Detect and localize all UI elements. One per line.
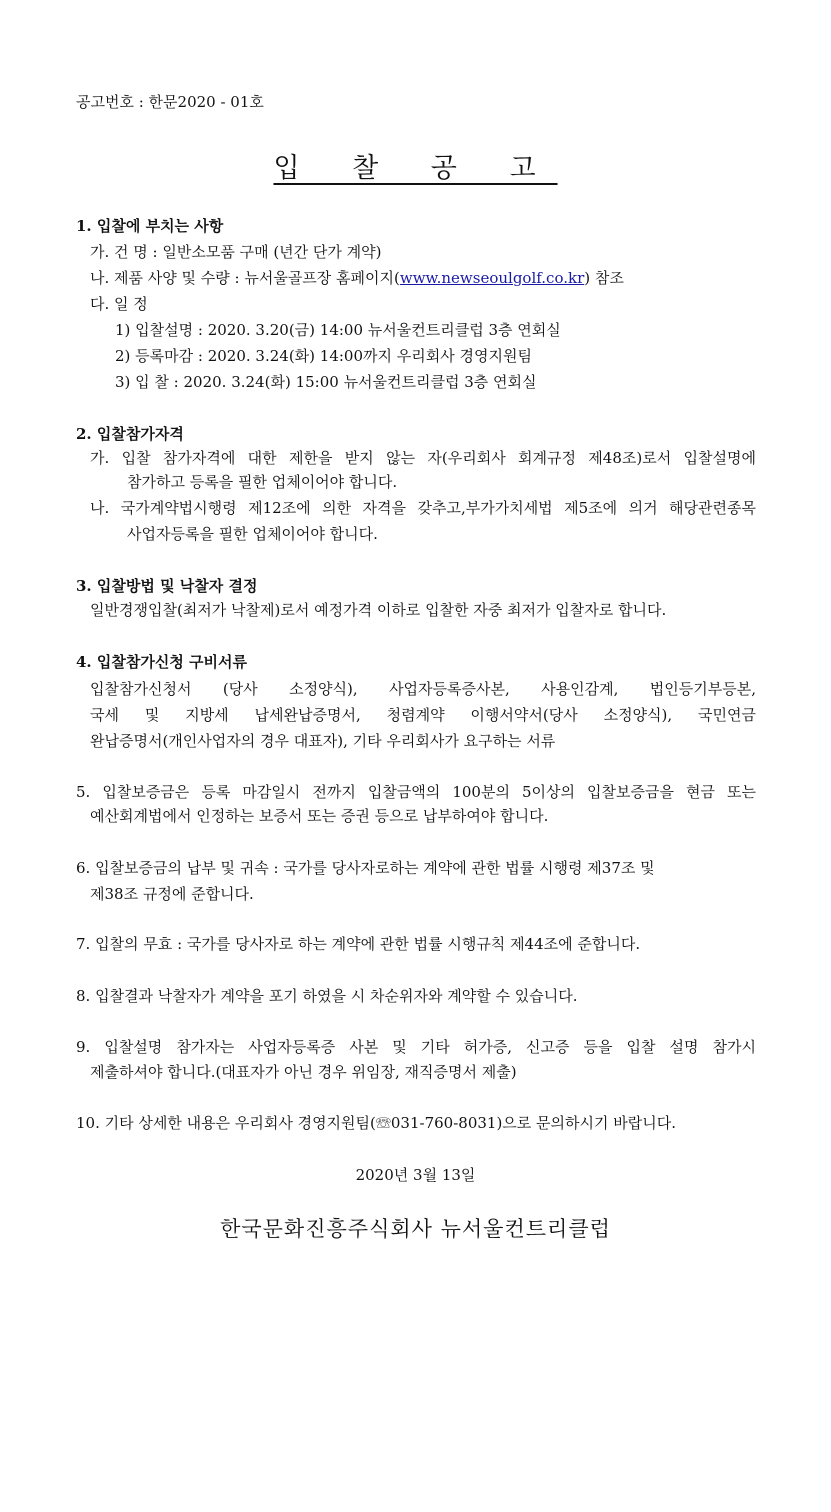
section-4-line-3: 완납증명서(개인사업자의 경우 대표자), 기타 우리회사가 요구하는 서류: [90, 732, 556, 750]
section-1-item-da: 다. 일 정: [90, 295, 148, 313]
section-1-item-ga: 가. 건 명 : 일반소모품 구매 (년간 단가 계약): [90, 243, 382, 261]
section-10: 10. 기타 상세한 내용은 우리회사 경영지원팀(☏031-760-8031)으로 문의하시기 바랍니다.: [76, 1114, 676, 1132]
schedule-item-2: 2) 등록마감 : 2020. 3.24(화) 14:00까지 우리회사 경영지원팀: [115, 347, 532, 365]
section-9-line-1: 9. 입찰설명 참가자는 사업자등록증 사본 및 기타 허가증, 신고증 등을 입찰 설명 참가시: [76, 1038, 756, 1056]
section-4-line-2: 국세 및 지방세 납세완납증명서, 청렴계약 이행서약서(당사 소정양식), 국민연금: [90, 706, 756, 724]
page-title: 입 찰 공 고: [273, 153, 558, 184]
section-8: 8. 입찰결과 낙찰자가 계약을 포기 하였을 시 차순위자와 계약할 수 있습니다.: [76, 987, 578, 1005]
section-3-body: 일반경쟁입찰(최저가 낙찰제)로서 예정가격 이하로 입찰한 자중 최저가 입찰자로 합니다.: [90, 601, 667, 619]
section-4-heading: 4. 입찰참가신청 구비서류: [76, 653, 248, 671]
section-1-item-na-prefix: 나. 제품 사양 및 수량 : 뉴서울골프장 홈페이지(: [90, 269, 400, 287]
schedule-item-3: 3) 입 찰 : 2020. 3.24(화) 15:00 뉴서울컨트리클럽 3층 연회실: [115, 373, 537, 391]
section-2-item-ga-line-2: 참가하고 등록을 필한 업체이어야 합니다.: [127, 473, 398, 491]
section-1-heading: 1. 입찰에 부치는 사항: [76, 217, 224, 235]
section-1-item-na: [90, 268, 624, 288]
notice-number: 공고번호 : 한문2020 - 01호: [76, 93, 264, 111]
section-5-line-2: 예산회계법에서 인정하는 보증서 또는 증권 등으로 납부하여야 합니다.: [90, 807, 549, 825]
section-6-line-2: 제38조 규정에 준합니다.: [90, 885, 254, 903]
section-4-line-1: 입찰참가신청서 (당사 소정양식), 사업자등록증사본, 사용인감계, 법인등기부등본,: [90, 680, 756, 698]
schedule-item-1: 1) 입찰설명 : 2020. 3.20(금) 14:00 뉴서울컨트리클럽 3층 연회실: [115, 321, 561, 339]
homepage-link[interactable]: www.newseoulgolf.co.kr: [399, 269, 585, 287]
section-7: 7. 입찰의 무효 : 국가를 당사자로 하는 계약에 관한 법률 시행규칙 제44조에 준합니다.: [76, 935, 641, 953]
section-6-line-1: 6. 입찰보증금의 납부 및 귀속 : 국가를 당사자로하는 계약에 관한 법률 시행령 제37조 및: [76, 859, 655, 877]
organization-name: 한국문화진흥주식회사 뉴서울컨트리클럽: [220, 1217, 611, 1241]
section-2-item-na-line-1: 나. 국가계약법시행령 제12조에 의한 자격을 갖추고,부가가치세법 제5조에 의거 해당관련종목: [90, 499, 756, 517]
section-1-item-na-suffix: ) 참조: [584, 269, 624, 287]
section-9-line-2: 제출하셔야 합니다.(대표자가 아닌 경우 위임장, 재직증명서 제출): [90, 1063, 517, 1081]
notice-date: 2020년 3월 13일: [355, 1166, 476, 1184]
section-2-item-ga-line-1: 가. 입찰 참가자격에 대한 제한을 받지 않는 자(우리회사 회계규정 제48조)로서 입찰설명에: [90, 449, 756, 467]
section-2-item-na-line-2: 사업자등록을 필한 업체이어야 합니다.: [127, 525, 378, 543]
section-3-heading: 3. 입찰방법 및 낙찰자 결정: [76, 577, 258, 595]
section-2-heading: 2. 입찰참가자격: [76, 425, 184, 443]
section-5-line-1: 5. 입찰보증금은 등록 마감일시 전까지 입찰금액의 100분의 5이상의 입찰보증금을 현금 또는: [76, 783, 756, 801]
